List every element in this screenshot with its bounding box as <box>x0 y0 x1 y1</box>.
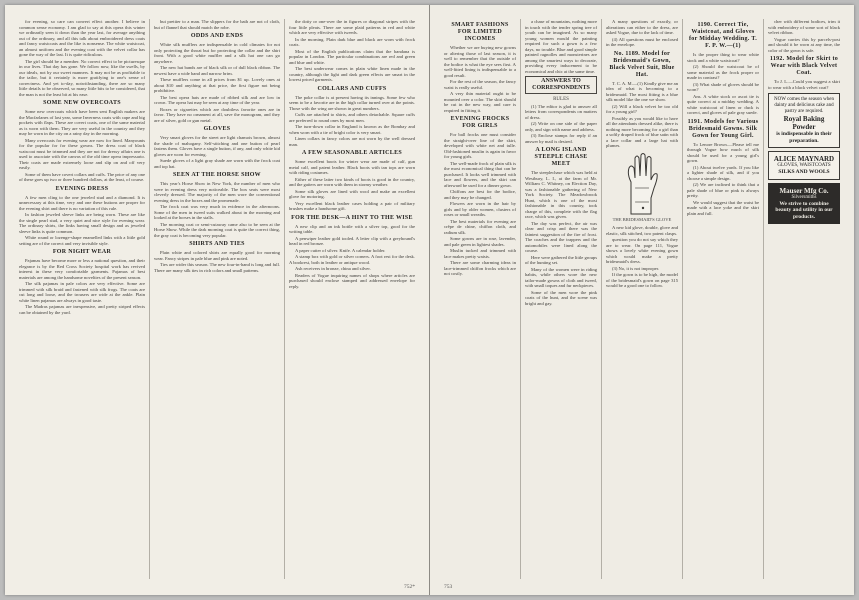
body-paragraph: Vogue carries this by parcels-post and should it be worn at any time, the color of the gown is safe. <box>768 36 840 53</box>
section-heading: No. 1189. Model for Bridesmaid's Gown, Black Velvet Suit, Blue Hat. <box>609 50 675 78</box>
body-paragraph: Many overcoats for evening wear are now for lined. Manyounts for the popular for for these gowns. The dress coat of black waiscoat must be trimmed and they are not for dressy affairs one is used to associate with the canvas of the old time opera impressario. Their coats are made extremely loose and slip on and off very easily. <box>19 137 145 170</box>
section-heading: 1190. Correct Tie, Waistcoat, and Gloves for Midday Wedding. T. F. P. W.—(1) <box>688 22 757 49</box>
body-paragraph: Whether we are buying new gowns or altering those of last season, it is well to remember that the outside of the bodice is what the eye sees first. A well-fitted lining is indispensable to a good result. <box>444 45 516 78</box>
body-paragraph: for evening, so care can convert effect another. I believe in common sense economy. I am glad to say at this opera this winter we ordinarily seen it down than the year last, for average anything out of the ordinary, and all this talk about embroidered dress coats and fancy waistcoats and the like is nonsense. The white waistcoat, an almost uniform and the evening coat with the velvet collar has gone the way of the last. It is quite ridiculous. <box>19 19 145 57</box>
body-paragraph: (3) No, it is not improper. <box>612 265 660 271</box>
section-heading: SEEN AT THE HORSE SHOW <box>173 172 261 178</box>
rules-label: RULES <box>553 97 569 102</box>
section-heading: ODDS AND ENDS <box>190 33 244 39</box>
body-paragraph: A very thin material ought to be mounted over a color. The skirt should be cut in the new way, and care is required in fitting it. <box>444 91 516 113</box>
body-paragraph: Here were gathered the little groups of the hunting set. <box>525 254 597 265</box>
body-paragraph: Flowers are worn in the hair by girls and by older women, clusters of roses or small wreaths. <box>444 201 516 217</box>
glove-icon <box>617 152 667 216</box>
body-paragraph: The Madras pajamas are inexpensive, and pretty striped effects can be obtained by the yard. <box>19 304 145 315</box>
body-paragraph: White round or lozenge-shape enamelled links with a little gold setting are of the correct and very invisible style. <box>19 235 145 246</box>
body-paragraph: Cuffs are attached to shirts, and others detachable. Square cuffs are preferred to round ones by most men. <box>289 112 415 123</box>
body-paragraph: Boxes or cigarettes which are doubtless favorite ones are in favor. They have no ornament at all, save the monogram, and they are of silver, gold or gun metal. <box>154 106 280 123</box>
body-paragraph: To J. L.—Could you suggest a skirt to wear with a black velvet coat? <box>768 79 840 90</box>
section-heading: A LONG ISLAND STEEPLE CHASE MEET <box>534 147 588 167</box>
section-heading: EVENING DRESS <box>55 185 109 192</box>
right-column-3 <box>602 19 683 579</box>
body-paragraph: Either of these latter two kinds of boots is good in the country, and the gaiters are worn with them in stormy weather. <box>289 176 415 187</box>
magazine-spread <box>5 5 854 595</box>
body-paragraph: A new clip and an ink bottle with a silver top, good for the writing table. <box>289 223 415 234</box>
body-paragraph: Possibly as you would like to have all the attendants dressed alike, there is nothing more becoming for a girl than a softly draped frock of blue satin with a lace collar and a large hat with plumes. <box>606 115 678 148</box>
section-heading: 1192. Model for Skirt to Wear with Black Velvet Coat. <box>769 56 839 76</box>
body-paragraph: Linen collars in fancy colors are not worn by the well dressed man. <box>289 136 415 147</box>
glove-illustration <box>606 152 678 223</box>
section-heading: SHIRTS AND TIES <box>189 241 245 247</box>
body-paragraph: The best underwear comes in plain white linen made in the country, although the light and dark green effects are smart in the lowest priced garments. <box>289 66 415 82</box>
body-paragraph: The poke collar is at present having its innings. Some few who seem to be a favorite are in the high collar turned over at the points. Those with the wing are shown in great numbers. <box>289 94 415 111</box>
right-columns <box>440 19 844 579</box>
body-paragraph: This year's Horse Show in New York, the number of men who were in evening dress very noticeable. The box seats were most cleverly dressed. The majority of the men wore the conventional evening dress in the boxes and the promenade. <box>154 181 280 203</box>
body-paragraph: Pajamas have become more or less a national question, and their elegance is by the Red Cross Society hospital work has revived interest in these very comfortable garments. Pajamas of best materials are among the handsome novelties of the present season. <box>19 258 145 280</box>
body-paragraph: The frock coat was very much in evidence in the afternoons. Some of the men in tweed suits walked about in the morning and looked at the horses in the stalls. <box>154 204 280 220</box>
body-paragraph: Some of them have covert collars and cuffs. The price of any one of these goes up two or three hundred dollars, at the least, of course. <box>19 171 145 182</box>
body-paragraph: Readers of Vogue inquiring names of shops where articles are purchased should enclose stamped and addressed envelope for reply. <box>289 272 415 289</box>
body-paragraph: Some gowns are in rose, lavender, and pale green in lightest shades. <box>444 236 516 247</box>
body-paragraph: In fashion jeweled sleeve links are being worn. These are like the single pearl stud, a very quiet and nice style for evening wear. The ordinary shirts, the links having small design and as jeweled sleeve links is quite common. <box>19 212 145 234</box>
body-paragraph: A many questions of exactly, or alterations can either to the dress, are asked Vogue, due to the lack of time. <box>606 19 678 35</box>
section-heading: FOR NIGHT WEAR <box>52 249 112 255</box>
ad-line-3: is indispensable in their preparation. <box>776 131 832 144</box>
body-paragraph: Most of the English publications claim that the bandana is popular in London. The particular combinations are red and green and blue and white. <box>289 48 415 65</box>
body-paragraph: (4) All questions must be enclosed in the envelope. <box>606 36 678 47</box>
body-paragraph: Ans. A white stock or ascot tie is quite correct at a midday wedding. A white waistcoat of linen or duck is correct, and gloves of pale gray suede. <box>687 93 759 115</box>
left-columns <box>15 19 419 579</box>
body-paragraph: If the gown is to be high, the model of the bridesmaid's gown on page 315 would be a good one to follow. <box>606 272 678 288</box>
section-heading: SMART FASHIONS FOR LIMITED INCOMES <box>451 22 509 42</box>
body-paragraph: The silk pajamas in pale colors are very effective. Some are trimmed with silk braid and fastened with silk frogs. The coats are cut long and loose, and the trousers are wide at the ankle. Plain white linen pajamas are always in good taste. <box>19 281 145 303</box>
body-paragraph: A penwiper leather gold tooled. A letter clip with a greyhound's head in red bronze. <box>289 235 415 246</box>
section-heading: FOR THE DESK—A HINT TO THE WISE <box>291 214 413 221</box>
right-column-2 <box>521 19 602 579</box>
body-paragraph: We would suggest that the waist be made with a lace yoke and the skirt plain and full. <box>687 199 759 216</box>
body-paragraph: Ties are wider this season. The new four-in-hand is long and full. There are many silk ties in rich colors and small patterns. <box>154 262 280 273</box>
body-paragraph: For ball frocks one must consider the straight-over line of the skirt, developed with white net and tulle. Old-fashioned muslin is again in favor for young girls. <box>444 132 516 159</box>
left-column-3 <box>285 19 419 579</box>
page-number: 752* <box>404 584 415 590</box>
boxed-heading: ANSWERS TO CORRESPONDENTS <box>525 76 597 94</box>
body-paragraph: Some of the men wore the pink coats of the hunt, and the scene was bright and gay. <box>525 289 597 306</box>
advertisement-mauser <box>768 183 840 225</box>
body-paragraph: (3) What shade of gloves should be worn? <box>687 81 759 92</box>
ad-line-3: SILKS AND WOOLS <box>778 169 830 175</box>
body-paragraph: the dotty or one-over the in figures or diagonal stripes with the four little pleats. There are some plaid patterns in red and white which are very effective with tweeds. <box>289 19 415 35</box>
body-paragraph: To Lenore Brown.—Please tell me through Vogue how much of silk should be used for a young girl's gown. <box>687 141 759 163</box>
body-paragraph: The steeplechase which was held at Westbury, L. I., at the farm of Mr. William C. Whitney, on Election Day, was a fashionable gathering of New York Society. The Meadowbrook Hunt, which is one of the most fashionable in this country, took charge of this, complete with the flag race, which was given. <box>525 170 597 219</box>
body-paragraph: Some silk gloves are lined with wool and make an excellent glove for motoring. <box>289 188 415 199</box>
body-paragraph: (1) About twelve yards. If you like a lighter shade of silk, and if you choose a simple design. <box>687 164 759 181</box>
right-column-5 <box>764 19 844 579</box>
advertisement-maynard <box>768 151 840 180</box>
section-heading: SOME NEW OVERCOATS <box>43 100 121 106</box>
body-paragraph: question you do not say which they are to wear. On page 111, Vogue shows a lovely white evening gown which would make a pretty bridesmaid's dress. <box>606 237 678 264</box>
body-paragraph: (1) The editor is glad to answer all letters from correspondents on matters of dress. <box>525 103 597 120</box>
section-heading: A FEW SEASONABLE ARTICLES <box>301 150 403 156</box>
body-paragraph: White silk mufflers are indispensable in cold climates for not only protecting the throat but for protecting the collar and the shirt front. With a good white muffler and a silk hat one can go anywhere. <box>154 42 280 64</box>
ad-line-2: Royal Baking Powder <box>783 115 825 131</box>
body-paragraph: Some excellent boots for winter wear are made of calf, gun metal calf, and patent leather. Black boots with tan tops are worn with riding costumes. <box>289 159 415 175</box>
body-paragraph: Plain white and colored shirts are equally good for morning wear. Fancy stripes in pale blue and pink are noted. <box>154 250 280 261</box>
body-paragraph: A new kid glove, double, glove and elastic, silk stitched, two patent clasps. <box>606 225 678 236</box>
body-paragraph: a chase of mountains, nothing more in touch with the tender spring tree of youth can be imagined. As so many young women mould the painting required for such a gown is a few days, no trouble. Blue and good simple painted ragnolles and monsterines are among the smartest ways to decorate, providing every inducement to be economical and chic at the same time. <box>525 19 597 74</box>
ad-line-1: ALICE MAYNARD <box>773 155 835 163</box>
body-paragraph: There are some charming ideas in lace-trimmed chiffon frocks which are not costly. <box>444 260 516 276</box>
ad-line-1: Mauser Mfg Co. <box>779 186 829 195</box>
figure-caption: THE BRIDESMAID'S GLOVE <box>612 216 672 222</box>
body-paragraph: (2) Should the waistcoat be of some material as the frock proper or made in contrast? <box>687 64 759 80</box>
body-paragraph: (2) Write on one side of the paper only, and sign with name and address. <box>525 121 597 132</box>
body-paragraph: Is the proper thing to wear white stock and a white waistcoat? <box>687 52 759 63</box>
right-page <box>430 5 854 595</box>
body-paragraph: Very smart gloves for the street are light chamois brown, almost the shade of mahogany. Self-stitching and one button of pearl fastens them. Gloves have a single button, if any, and only white kid gloves are worn for evening. <box>154 135 280 157</box>
body-paragraph: Many of the women were in riding habits, while others wore the new tailor-made gowns of cloth and tweed, with small toques and fur neckpieces. <box>525 266 597 288</box>
body-paragraph: These mufflers come in all prices from $1 up. Lovely ones at about $10 and anything at that price, the first figure not being prohibitive. <box>154 77 280 93</box>
body-paragraph: The morning coat or semi-cutaway came also to be seen at the Horse Show. While the dark morning coat is quite the correct thing, the gray coat is becoming very popular. <box>154 221 280 238</box>
ad-line-3: We strive to combine beauty and utility in our products. <box>775 200 833 220</box>
page-number: 753 <box>444 584 453 590</box>
body-paragraph: but prettier to a man. The slippers for the bath are not of cloth, but of flannel that should match the robe. <box>154 19 280 30</box>
section-heading: GLOVES <box>203 126 231 132</box>
section-heading: 1191. Models for Various Bridesmaid Gowns. Silk Gown for Young Girl. <box>687 118 759 139</box>
body-paragraph: The turn-down collar in England is known as the Bombay and when worn with a tie of bright color is very smart. <box>289 124 415 135</box>
ad-line-2: Silversmiths <box>791 194 817 200</box>
left-column-1 <box>15 19 150 579</box>
body-paragraph: In the morning. Plain dark blue and black are worn with frock coats. <box>289 36 415 47</box>
body-paragraph: Very excellent black leather cases holding a pair of military brushes make a handsome gift. <box>289 200 415 211</box>
advertisement-royal <box>768 93 840 148</box>
body-paragraph: Muslin tucked and trimmed with lace makes pretty waists. <box>444 248 516 259</box>
ad-line-2: GLOVES, WAISTCOATS <box>777 163 831 168</box>
left-page <box>5 5 430 595</box>
body-paragraph: cher with different bodices, trim it with embroidery of some sort of black velvet ribbon. <box>768 19 840 35</box>
body-paragraph: The day was perfect, the air was clear and crisp and there was the faintest suggestion of the fire of frost. The coaches and the trappers and the automobiles were lined along the course. <box>525 220 597 253</box>
body-paragraph: (2) We are inclined to think that a pale shade of blue or pink is always pretty. <box>687 182 759 198</box>
body-paragraph: (2) Will a black velvet be too old for a young girl? <box>606 103 678 114</box>
section-heading: COLLARS AND CUFFS <box>317 85 387 92</box>
body-paragraph: Ash receivers in bronze, china and silver. <box>295 266 371 271</box>
body-paragraph: Suede gloves of a light gray shade are worn with the frock coat and top hat. <box>154 158 280 169</box>
ad-line-1: NOW comes the season when dainty and delicious cake and pastry are required. <box>774 97 834 114</box>
body-paragraph: A paper cutter of silver. Knife. A calendar holder. <box>295 247 386 253</box>
body-paragraph: The girl should be a member. No correct effect to be picturesque in our lives. That day has gone. We follow now, like the swells, by our ideals, not by our sweet manners. It may not be as profitable to the tailor, but it certainly is more gratifying to one's sense of correctness. And yet to-day, notwithstanding, there are so many little details to be observed, so many little bits to be considered, that the man is not the least bit at his ease. <box>19 58 145 97</box>
body-paragraph: The new hat bands are of black silk or of dull black ribbon. The newest have a wide band and narrow brim. <box>154 65 280 76</box>
body-paragraph: (3) Enclose stamps for reply if an answer by mail is desired. <box>525 133 597 144</box>
body-paragraph: The well-made frock of plain silk is the most economical thing that can be purchased. It looks well trimmed with lace and flowers, and the skirt can afterward be used for a dinner gown. <box>444 160 516 188</box>
right-column-4 <box>683 19 764 579</box>
body-paragraph: Chiffons are best for the bodice, and they may be changed. <box>444 189 516 200</box>
body-paragraph: A stamp box with gold or silver corners. A foot rest for the desk. A bookrest, both in leather or antique wood. <box>289 254 415 265</box>
right-column-1 <box>440 19 521 579</box>
left-column-2 <box>150 19 285 579</box>
body-paragraph: Some new overcoats which have been sent English makers are the Macfarlanes of last year, some Inverness coats with cape and big pockets with flaps. These are covert coats, one of the same material as is worn with them. They are very useful in the country and they may be worn in the city on a rainy day in the morning. <box>19 109 145 136</box>
body-paragraph: A few men cling to the one jeweled stud and a diamond. It is unnecessary at this time, very and one these buttons are proper for the evening shirt and there is no variation of this rule. <box>19 194 145 211</box>
body-paragraph: The best materials for evening are crêpe de chine, chiffon cloth, and radium silk. <box>444 218 516 235</box>
body-paragraph: The best opera hats are made of ribbed silk and are low in crown. The opera hat may be seen at any time of the year. <box>154 94 280 105</box>
body-paragraph: For the rest of the season, the fancy waist is really useful. <box>444 79 516 90</box>
section-heading: EVENING FROCKS FOR GIRLS <box>450 116 510 129</box>
body-paragraph: T. C. A. M.—(1) Kindly give me an idea of what is becoming to a bridesmaid. The most fitting is a blue silk model like the one we show. <box>606 80 678 102</box>
